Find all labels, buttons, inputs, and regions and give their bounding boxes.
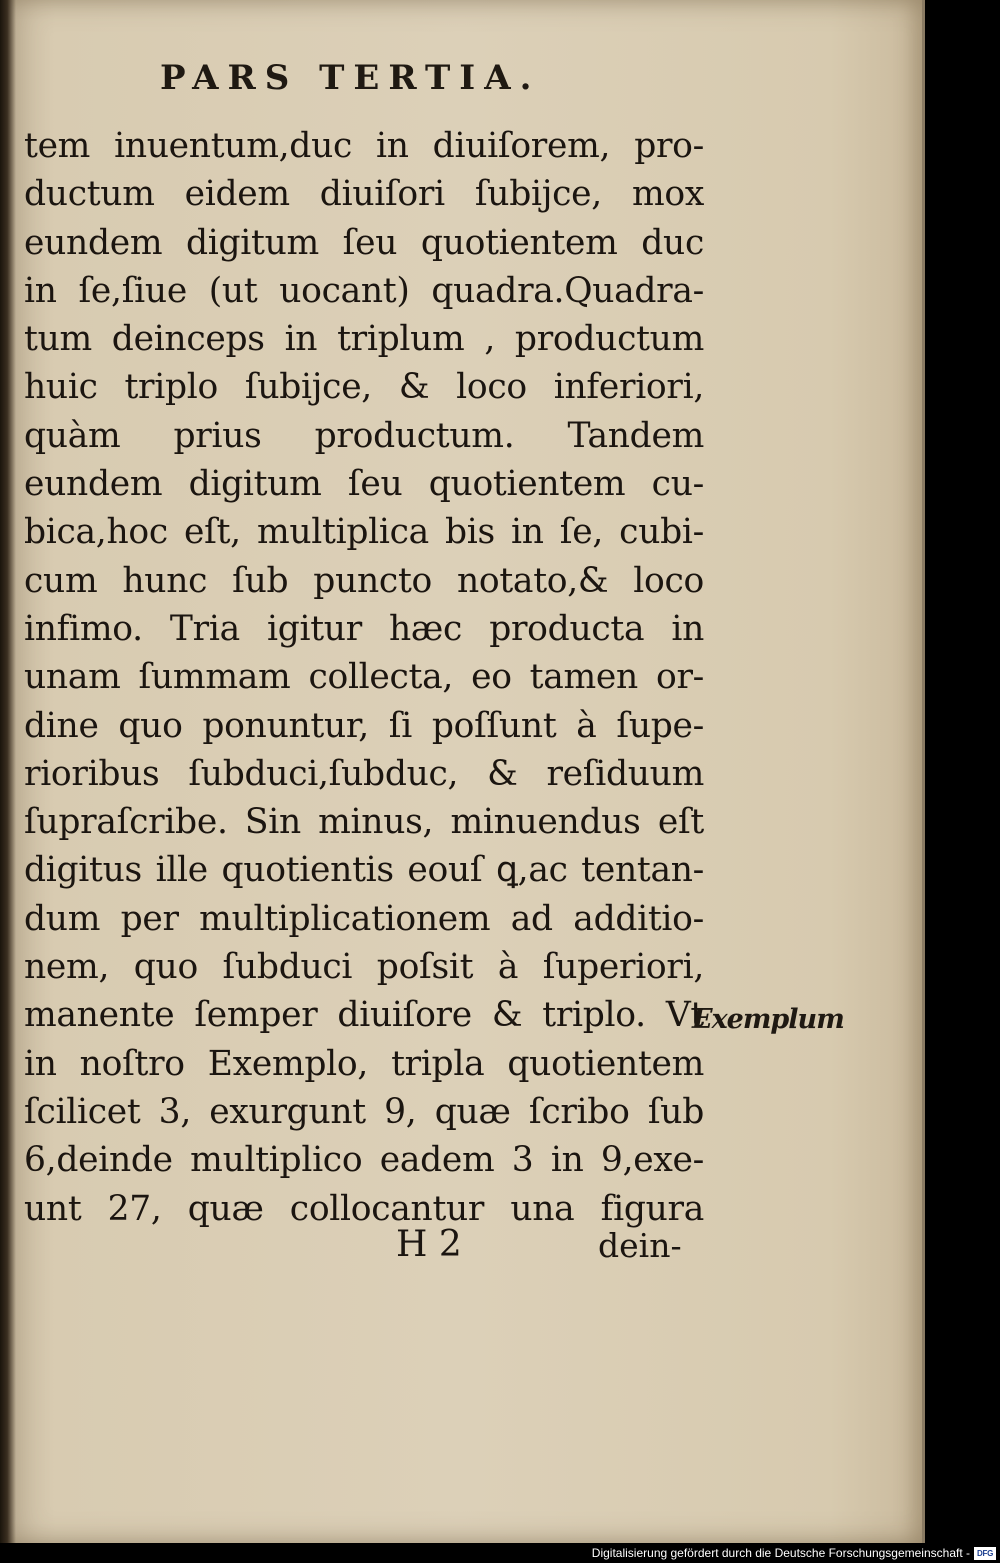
text-line: dine quo ponuntur, ſi poſſunt à ſupe‑ <box>24 705 704 746</box>
text-line: digitus ille quotientis eouſ ꝗ,ac tentan‑ <box>24 850 704 891</box>
text-line: infimo. Tria igitur hæc producta in <box>24 608 704 649</box>
text-line: bica,hoc eſt, multiplica bis in ſe, cubi‑ <box>24 512 704 553</box>
text-line: tem inuentum,duc in diuiſorem, pro‑ <box>24 126 704 166</box>
text-line: tum deinceps in triplum , productum <box>24 319 704 360</box>
text-line: ſupraſcribe. Sin minus, minuendus eſt <box>24 802 704 843</box>
text-line: quàm prius productum. Tandem <box>24 415 704 456</box>
text-line: ſcilicet 3, exurgunt 9, quæ ſcribo ſub <box>24 1091 704 1132</box>
text-line: ductum eidem diuiſori ſubijce, mox <box>24 174 704 215</box>
text-line: in noſtro Exemplo, tripla quotientem <box>24 1043 704 1084</box>
marginal-note: Exemplum <box>692 1004 844 1035</box>
text-line: 6,deinde multiplico eadem 3 in 9,exe‑ <box>24 1140 704 1181</box>
text-line: unt 27, quæ collocantur una figura <box>24 1188 704 1229</box>
credit-text: Digitalisierung gefördert durch die Deutsche Forschungsgemeinschaft - <box>591 1546 970 1560</box>
text-line: unam ſummam collecta, eo tamen or‑ <box>24 657 704 698</box>
text-line: dum per multiplicationem ad additio‑ <box>24 898 704 939</box>
dfg-logo-icon: DFG <box>974 1547 996 1560</box>
signature-mark: H 2 <box>396 1224 462 1265</box>
text-line: rioribus ſubduci,ſubduc, & reſiduum <box>24 753 704 794</box>
catchword: dein‑ <box>598 1226 682 1265</box>
text-line: eundem digitum ſeu quotientem cu‑ <box>24 464 704 505</box>
text-block <box>24 122 704 1233</box>
running-head: PARS TERTIA. <box>160 58 541 98</box>
text-line: manente ſemper diuiſore & triplo. Vt <box>24 995 704 1036</box>
text-line: nem, quo ſubduci poſsit à ſuperiori, <box>24 947 704 988</box>
text-line: cum hunc ſub puncto notato,& loco <box>24 560 704 601</box>
text-line: in ſe,ſiue (ut uocant) quadra.Quadra‑ <box>24 270 704 311</box>
text-line: huic triplo ſubijce, & loco inferiori, <box>24 367 704 408</box>
funding-credit <box>592 1546 996 1560</box>
text-line: eundem digitum ſeu quotientem duc <box>24 222 704 263</box>
